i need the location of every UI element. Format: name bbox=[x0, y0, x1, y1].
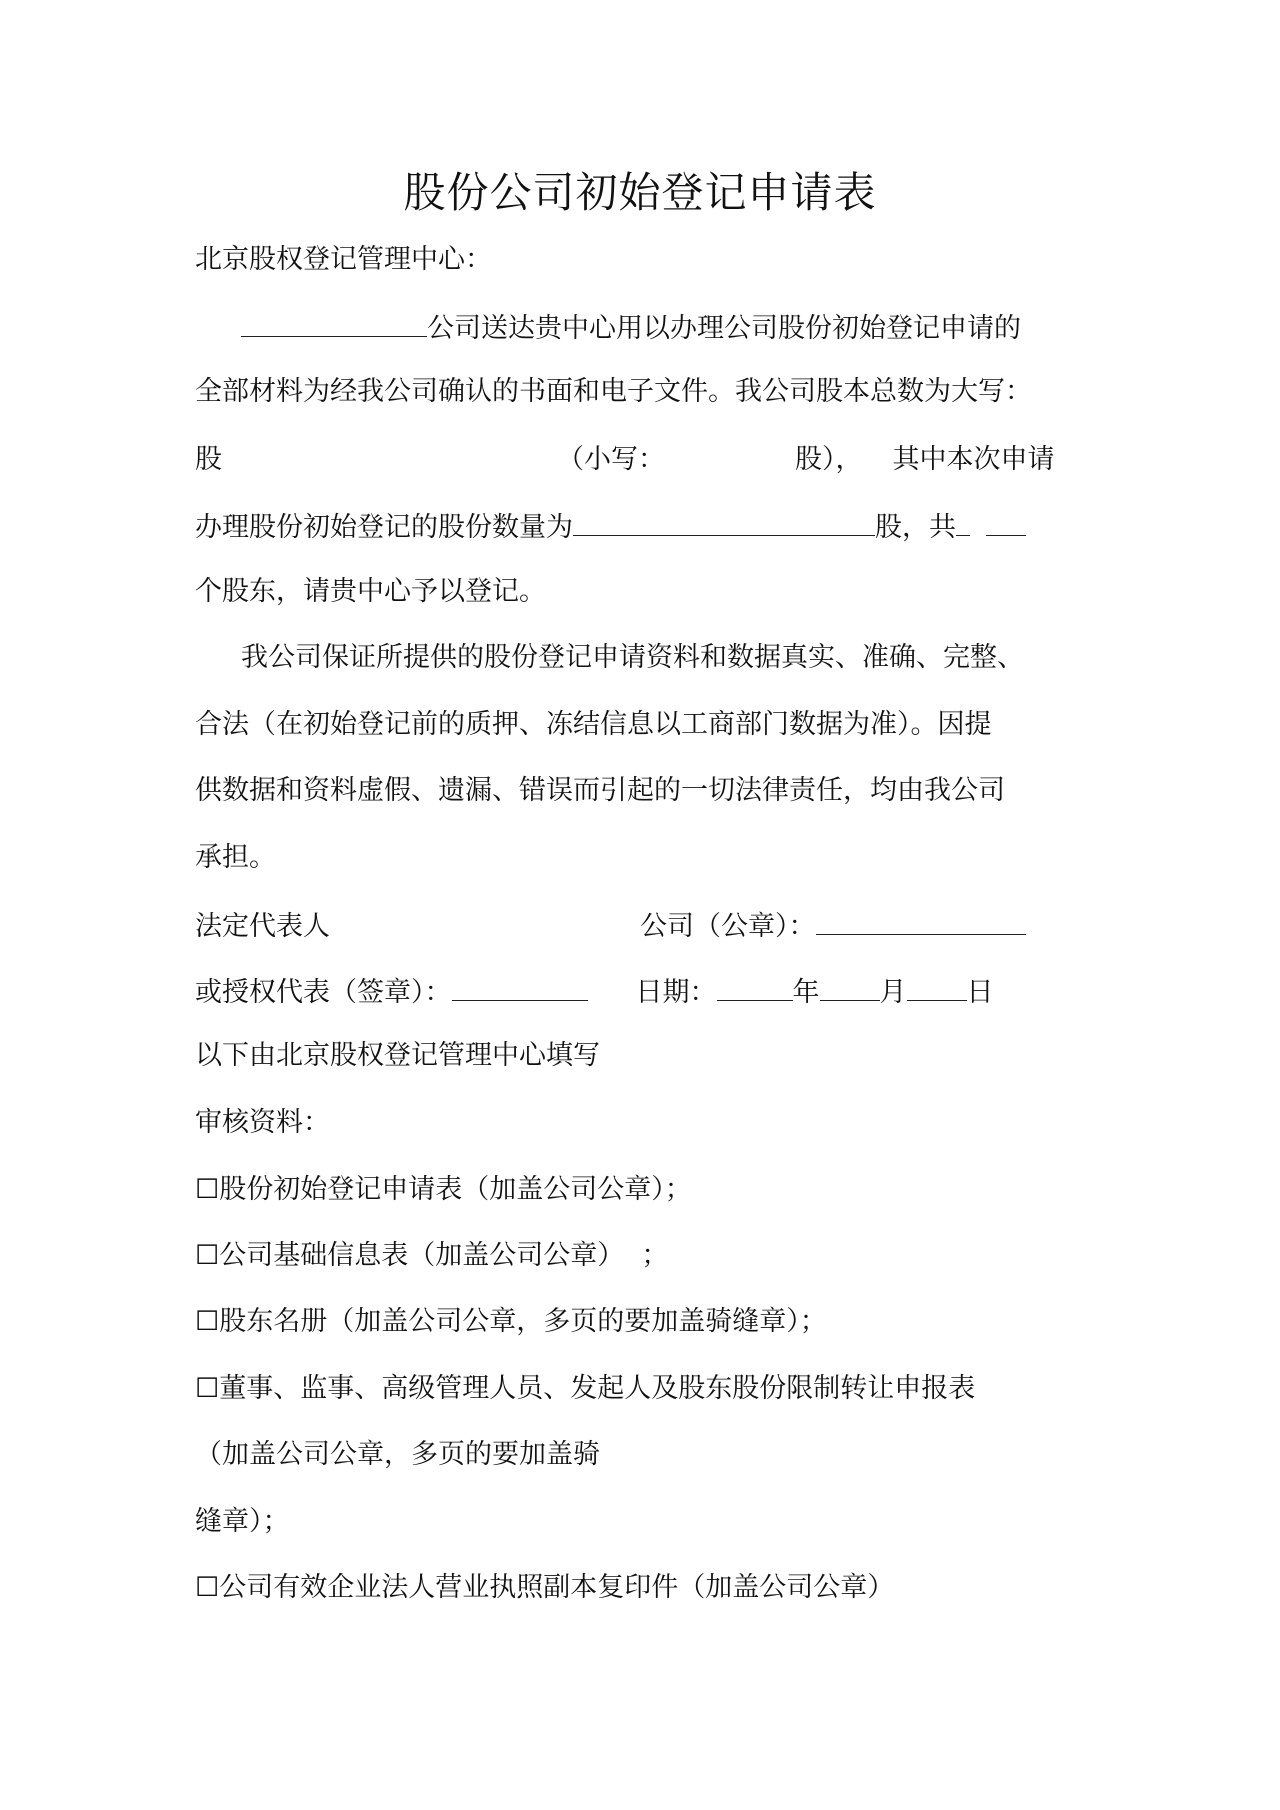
para1-line3 bbox=[195, 438, 1095, 480]
signature-line2 bbox=[195, 970, 1095, 1013]
year-label: 年 bbox=[792, 977, 820, 1008]
checklist-item-text: 公司有效企业法人营业执照副本复印件（加盖公司公章） bbox=[219, 1572, 895, 1603]
checkbox-icon[interactable]: ☐ bbox=[195, 1306, 220, 1337]
checkbox-icon[interactable]: ☐ bbox=[195, 1373, 220, 1404]
company-seal-label: 公司（公章）： bbox=[640, 911, 816, 942]
para1-line4-text: 办理股份初始登记的股份数量为 bbox=[195, 512, 573, 543]
para2-line4: 承担。 bbox=[195, 842, 276, 873]
total-shares-uppercase-blank[interactable] bbox=[222, 438, 557, 468]
checklist-item bbox=[195, 1170, 1095, 1210]
para2-line3: 供数据和资料虚假、遗漏、错误而引起的一切法律责任，均由我公司 bbox=[195, 775, 1005, 806]
checklist-item bbox=[195, 1236, 1095, 1276]
checklist-item-continuation: 缝章）； bbox=[195, 1506, 290, 1537]
checklist-item-text: 股东名册（加盖公司公章，多页的要加盖骑缝章）； bbox=[219, 1306, 827, 1337]
month-blank[interactable] bbox=[820, 970, 880, 1001]
checklist-item-text: 公司基础信息表（加盖公司公章） ； bbox=[219, 1240, 669, 1271]
checkbox-icon[interactable]: ☐ bbox=[195, 1572, 220, 1603]
para1-line5: 个股东，请贵中心予以登记。 bbox=[195, 576, 546, 607]
para1-line1-text: 公司送达贵中心用以办理公司股份初始登记申请的 bbox=[427, 313, 1021, 344]
review-label: 审核资料： bbox=[195, 1107, 330, 1138]
addressee: 北京股权登记管理中心： bbox=[195, 244, 492, 275]
document-title: 股份公司初始登记申请表 bbox=[403, 168, 877, 217]
shares-unit-label: 股 bbox=[195, 444, 222, 475]
year-blank[interactable] bbox=[717, 970, 793, 1001]
initial-shares-blank[interactable] bbox=[573, 505, 875, 536]
checkbox-icon[interactable]: ☐ bbox=[195, 1240, 220, 1271]
checklist-item bbox=[195, 1369, 1095, 1409]
shareholder-count-blank[interactable] bbox=[956, 505, 970, 536]
authorized-rep-blank[interactable] bbox=[452, 970, 588, 1001]
shares-total-label: 股，共 bbox=[875, 512, 956, 543]
company-seal-blank[interactable] bbox=[816, 904, 1026, 935]
para2-line1-text: 我公司保证所提供的股份登记申请资料和数据真实、准确、完整、 bbox=[241, 642, 1024, 673]
legal-representative-label: 法定代表人 bbox=[195, 911, 330, 942]
checklist-item bbox=[195, 1568, 1095, 1608]
para1-line4 bbox=[195, 505, 1095, 548]
total-shares-lowercase-blank[interactable] bbox=[665, 438, 795, 468]
day-label: 日 bbox=[966, 977, 994, 1008]
date-label: 日期： bbox=[635, 977, 717, 1008]
month-label: 月 bbox=[879, 977, 907, 1008]
para1-line3-tail: 其中本次申请 bbox=[892, 444, 1055, 475]
company-name-blank[interactable] bbox=[241, 306, 427, 337]
shares-close-label: 股）， bbox=[795, 444, 863, 475]
checklist-item-text: 董事、监事、高级管理人员、发起人及股东股份限制转让申报表 bbox=[219, 1373, 976, 1404]
lowercase-label: （小写： bbox=[557, 444, 665, 475]
checklist-item-text: 股份初始登记申请表（加盖公司公章）； bbox=[219, 1174, 692, 1205]
center-note: 以下由北京股权登记管理中心填写 bbox=[195, 1040, 600, 1071]
shareholder-count-blank-2[interactable] bbox=[986, 505, 1026, 536]
para2-line2: 合法（在初始登记前的质押、冻结信息以工商部门数据为准）。因提 bbox=[195, 709, 992, 740]
authorized-rep-label: 或授权代表（签章）： bbox=[195, 977, 452, 1008]
para1-line1 bbox=[195, 306, 1095, 349]
checklist-item-continuation: （加盖公司公章，多页的要加盖骑 bbox=[195, 1439, 600, 1470]
para2-line1 bbox=[195, 638, 1095, 678]
day-blank[interactable] bbox=[907, 970, 967, 1001]
checklist-item bbox=[195, 1302, 1095, 1342]
signature-line1 bbox=[195, 904, 1095, 947]
checkbox-icon[interactable]: ☐ bbox=[195, 1174, 220, 1205]
para1-line2: 全部材料为经我公司确认的书面和电子文件。我公司股本总数为大写： bbox=[195, 376, 1032, 407]
